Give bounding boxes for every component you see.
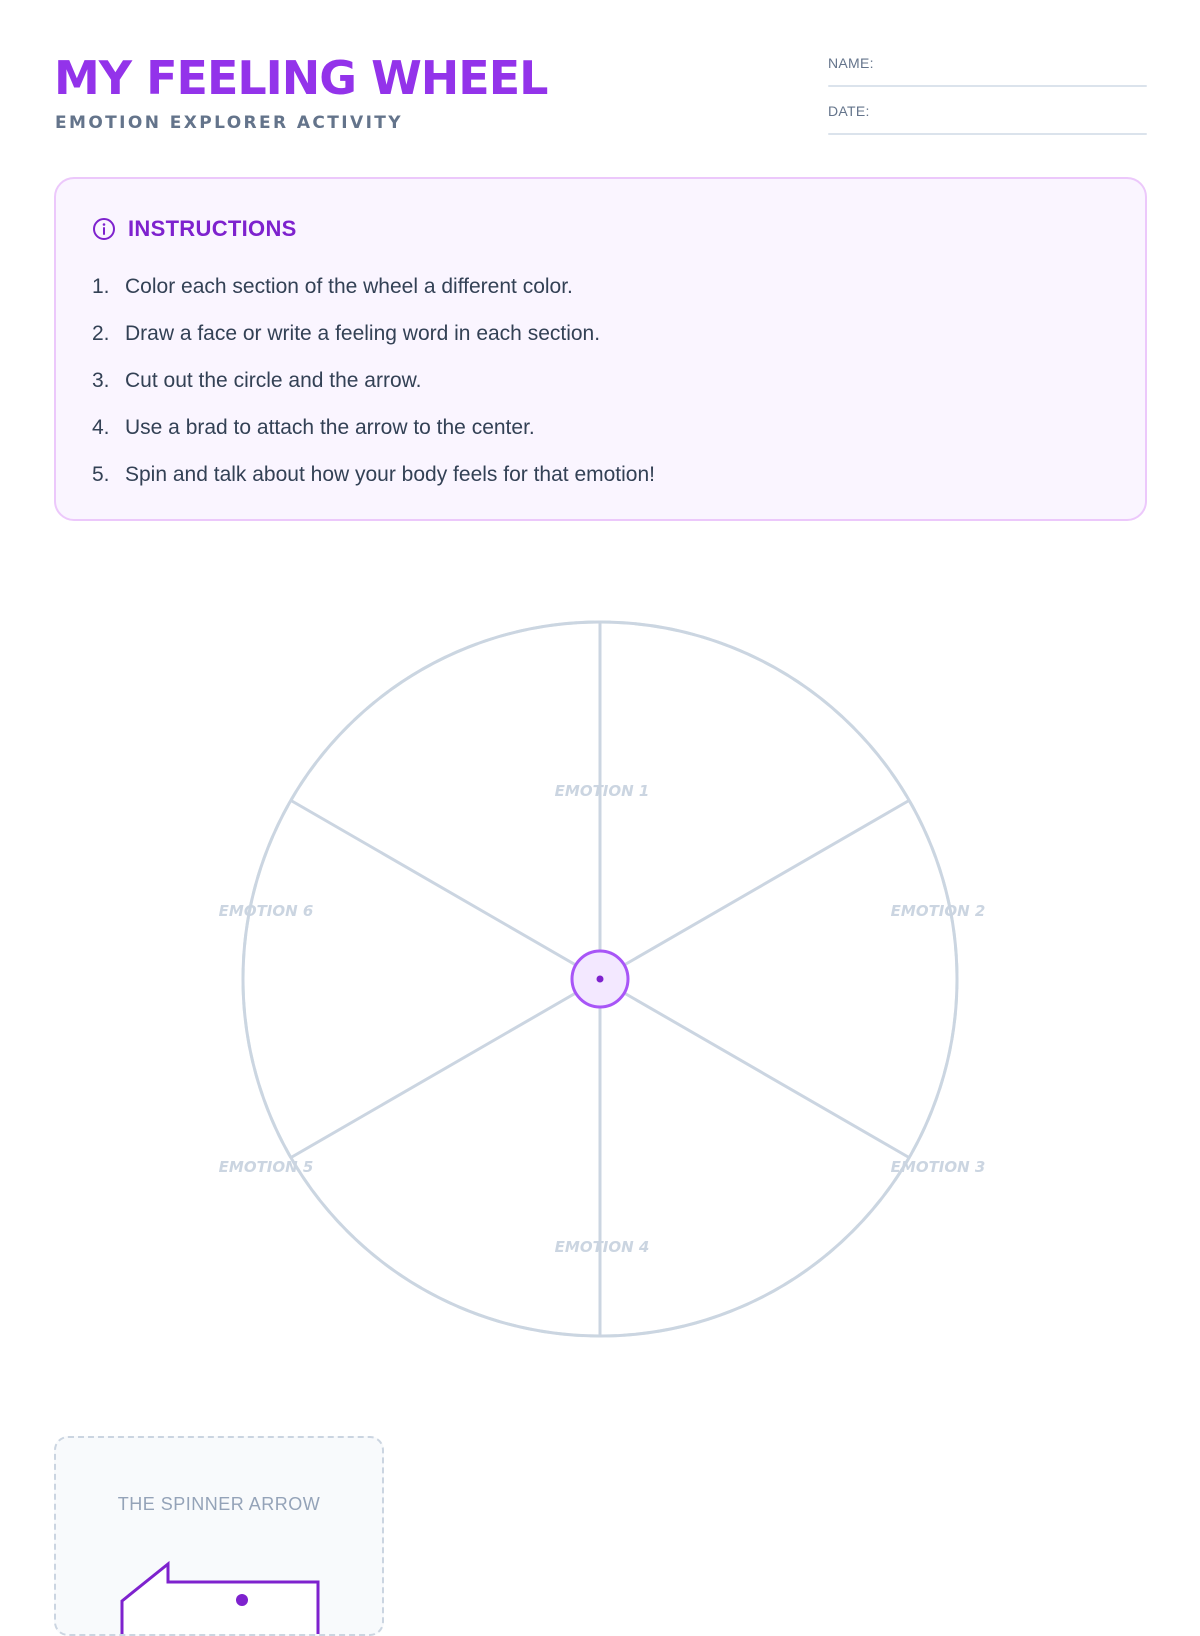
page-subtitle: EMOTION EXPLORER ACTIVITY <box>55 113 404 133</box>
spinner-arrow-card <box>54 1436 384 1636</box>
section-label: EMOTION 6 <box>218 902 314 920</box>
name-field[interactable] <box>828 43 1147 93</box>
section-label: EMOTION 1 <box>554 782 650 800</box>
step-number: 3. <box>92 368 110 392</box>
instruction-step <box>92 404 655 451</box>
section-label: EMOTION 4 <box>554 1238 650 1256</box>
step-text: Color each section of the wheel a different color. <box>125 274 573 298</box>
wheel-divider <box>600 979 909 1158</box>
wheel-divider <box>291 979 600 1158</box>
date-field[interactable] <box>828 91 1147 141</box>
step-text: Draw a face or write a feeling word in each section. <box>125 321 601 345</box>
section-label: EMOTION 5 <box>218 1158 314 1176</box>
arrow-card-title: THE SPINNER ARROW <box>117 1494 321 1514</box>
instructions-title: INSTRUCTIONS <box>128 216 297 241</box>
step-text: Spin and talk about how your body feels for that emotion! <box>125 462 655 486</box>
name-label: NAME: <box>828 55 874 71</box>
step-text: Cut out the circle and the arrow. <box>125 368 422 392</box>
step-number: 2. <box>92 321 110 345</box>
step-number: 1. <box>92 274 110 298</box>
instructions-panel <box>54 177 1147 521</box>
info-icon <box>92 217 116 241</box>
arrow-shape <box>122 1564 318 1636</box>
wheel-divider <box>291 801 600 980</box>
step-number: 5. <box>92 462 110 486</box>
wheel-divider <box>600 801 909 980</box>
arrow-pivot-dot <box>236 1594 248 1606</box>
page-title: MY FEELING WHEEL <box>54 51 548 105</box>
spinner-arrow-cutout <box>56 1438 384 1636</box>
step-number: 4. <box>92 415 110 439</box>
date-label: DATE: <box>828 103 870 119</box>
instructions-heading <box>92 214 297 244</box>
name-line[interactable] <box>828 85 1147 87</box>
instruction-step <box>92 357 655 404</box>
instruction-step <box>92 451 655 498</box>
brad-hole-dot <box>597 976 604 983</box>
section-label: EMOTION 3 <box>890 1158 986 1176</box>
feeling-wheel <box>0 560 1200 1360</box>
instruction-step <box>92 310 655 357</box>
date-line[interactable] <box>828 133 1147 135</box>
instruction-step <box>92 263 655 310</box>
instructions-list <box>92 263 655 498</box>
step-text: Use a brad to attach the arrow to the center. <box>125 415 535 439</box>
section-label: EMOTION 2 <box>890 902 986 920</box>
